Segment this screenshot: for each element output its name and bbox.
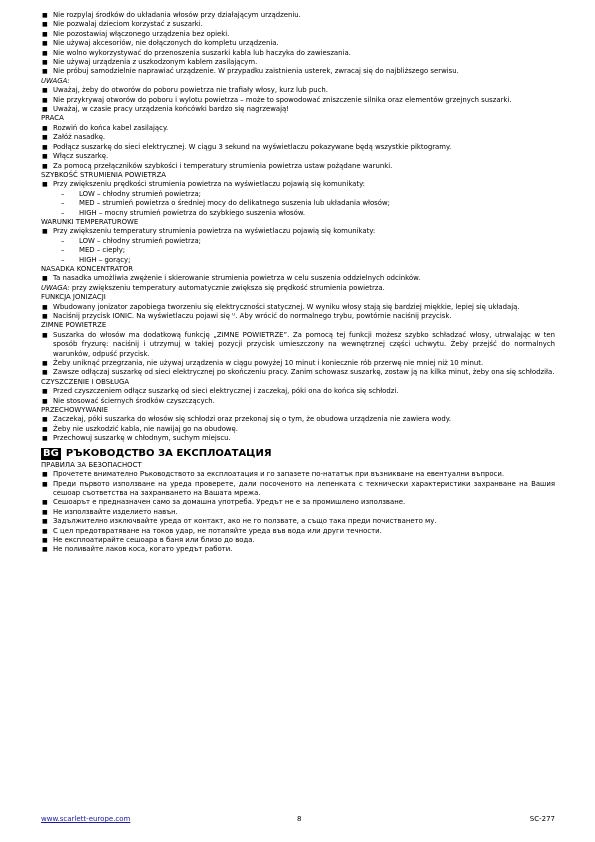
note-line <box>41 284 555 293</box>
bullet-item: ■ Сешоарът е предназначен само за домашна употреба. Уредът не е за промишлено използване. <box>41 498 555 507</box>
bullet-item: ■ Nie używaj urządzenia z uszkodzonym kablem zasilającym. <box>41 58 555 67</box>
bullet-item: ■ Załóż nasadkę. <box>41 133 555 142</box>
note-lead: UWAGA: <box>41 283 70 292</box>
dash-item: – MED – strumień powietrza o średniej mocy do delikatnego suszenia lub układania włosów; <box>41 199 555 208</box>
dash-item: – MED – ciepły; <box>41 246 555 255</box>
bullet-item: ■ Преди първото използване на уреда проверете, дали посоченото на лепенката с технически характеристики захранване на Вашия сешоар съответства на захранването на Вашата мрежа. <box>41 480 555 499</box>
manual-text-column <box>41 11 555 555</box>
bullet-item: ■ Не поливайте лаков коса, когато уредът работи. <box>41 545 555 554</box>
section-heading: PRACA <box>41 114 64 123</box>
bullet-item: ■ Прочетете внимателно Ръководството за експлоатация и го запазете по-нататък при възникване на евентуални въпроси. <box>41 470 555 479</box>
dash-item: – LOW – chłodny strumień powietrza; <box>41 237 555 246</box>
bg-language-header <box>41 448 555 461</box>
bullet-item: ■ Podłącz suszarkę do sieci elektrycznej. W ciągu 3 sekund na wyświetlaczu pokazywane będą wszystkie piktogramy. <box>41 143 555 152</box>
section-heading: ZIMNE POWIETRZE <box>41 321 107 330</box>
section-heading: NASADKA KONCENTRATOR <box>41 264 134 273</box>
bullet-item: ■ Zaczekaj, póki suszarka do włosów się schłodzi oraz przekonaj się o tym, że obudowa urządzenia nie zawiera wody. <box>41 415 555 424</box>
bullet-item: ■ Nie przykrywaj otworów do poboru i wylotu powietrza – może to spowodować zniszczenie silnika oraz elementów grzejnych suszarki. <box>41 96 555 105</box>
bullet-item: ■ Przechowuj suszarkę w chłodnym, suchym miejscu. <box>41 434 555 443</box>
bullet-item: ■ Przy zwiększeniu prędkości strumienia powietrza na wyświetlaczu pojawią się komunikaty: <box>41 180 555 189</box>
bullet-item: ■ Wbudowany jonizator zapobiega tworzeniu się elektryczności statycznej. W wyniku włosy stają się bardziej miękkie, lepiej się układają. <box>41 303 555 312</box>
dash-item: – HIGH – mocny strumień powietrza do szybkiego suszenia włosów. <box>41 209 555 218</box>
model-number: SC-277 <box>529 815 555 823</box>
bullet-item: ■ Nie pozwalaj dzieciom korzystać z suszarki. <box>41 20 555 29</box>
bg-title: РЪКОВОДСТВО ЗА ЕКСПЛОАТАЦИЯ <box>65 448 272 460</box>
bullet-item: ■ Zawsze odłączaj suszarkę od sieci elektrycznej po skończeniu pracy. Zanim schowasz suszarkę, zostaw ją na kilka minut, żeby ona się schłodziła. <box>41 368 555 377</box>
bullet-item: ■ Za pomocą przełączników szybkości i temperatury strumienia powietrza ustaw pożądane warunki. <box>41 162 555 171</box>
bullet-item: ■ Uważaj, żeby do otworów do poboru powietrza nie trafiały włosy, kurz lub puch. <box>41 86 555 95</box>
section-heading: SZYBKOŚĆ STRUMIENIA POWIETRZA <box>41 170 167 179</box>
bullet-item: ■ С цел предотвратяване на токов удар, не потапяйте уреда във вода или други течности. <box>41 527 555 536</box>
bullet-item: ■ Задължително изключвайте уреда от контакт, ако не го ползвате, а също така преди почистването му. <box>41 517 555 526</box>
bullet-item: ■ Żeby uniknąć przegrzania, nie używaj urządzenia w ciągu powyżej 10 minut i koniecznie rób przerwę nie mniej niż 10 minut. <box>41 359 555 368</box>
bullet-item: ■ Suszarka do włosów ma dodatkową funkcję „ZIMNE POWIETRZE”. Za pomocą tej funkcji możesz szybko schładzać włosy, utrwalając w ten sposób fryzurę: naciśnij i utrzymuj w takiej pozycji przycisk umieszczony na wewnętrznej części uchwytu. Żeby przejść do normalnych warunków, odpuść przycisk. <box>41 331 555 359</box>
section-heading: UWAGA: <box>41 76 70 85</box>
bullet-item: ■ Nie próbuj samodzielnie naprawiać urządzenie. W przypadku zaistnienia usterek, zwracaj się do najbliższego serwisu. <box>41 67 555 76</box>
bullet-item: ■ Przy zwiększeniu temperatury strumienia powietrza na wyświetlaczu pojawią się komunikaty: <box>41 227 555 236</box>
page-number: 8 <box>297 815 302 823</box>
bullet-item: ■ Nie wolno wykorzystywać do przenoszenia suszarki kabla lub haczyka do zawieszania. <box>41 49 555 58</box>
bullet-item: ■ Не използвайте изделието навън. <box>41 508 555 517</box>
bullet-item: ■ Przed czyszczeniem odłącz suszarkę od sieci elektrycznej i zaczekaj, póki ona do końca się schłodzi. <box>41 387 555 396</box>
bullet-item: ■ Nie używaj akcesoriów, nie dołączonych do kompletu urządzenia. <box>41 39 555 48</box>
note-text: przy zwiększeniu temperatury automatycznie zwiększa się prędkość strumienia powietrza. <box>69 283 385 292</box>
section-heading: PRZECHOWYWANIE <box>41 406 109 415</box>
bullet-item: ■ Żeby nie uszkodzić kabla, nie nawijaj go na obudowę. <box>41 425 555 434</box>
section-heading: CZYSZCZENIE I OBSŁUGA <box>41 377 130 386</box>
website-link[interactable]: www.scarlett-europe.com <box>41 815 131 823</box>
bullet-item: ■ Не експлоатирайте сешоара в баня или близо до вода. <box>41 536 555 545</box>
bullet-item: ■ Włącz suszarkę. <box>41 152 555 161</box>
bullet-item: ■ Nie rozpylaj środków do układania włosów przy działającym urządzeniu. <box>41 11 555 20</box>
bullet-item: ■ Ta nasadka umożliwia zwężenie i skierowanie strumienia powietrza w celu suszenia oddzielnych odcinków. <box>41 274 555 283</box>
bullet-item: ■ Uważaj, w czasie pracy urządzenia końcówki bardzo się nagrzewają! <box>41 105 555 114</box>
section-heading: FUNKCJA JONIZACJI <box>41 293 106 302</box>
page-footer <box>41 815 555 823</box>
bullet-item: ■ Nie pozostawiaj włączonego urządzenia bez opieki. <box>41 30 555 39</box>
section-heading: WARUNKI TEMPERATUROWE <box>41 217 139 226</box>
bullet-item: ■ Naciśnij przycisk IONIC. Na wyświetlaczu pojawi się ᵁ. Aby wrócić do normalnego trybu, powtórnie naciśnij przycisk. <box>41 312 555 321</box>
bullet-item: ■ Nie stosować ściernych środków czyszczących. <box>41 397 555 406</box>
dash-item: – HIGH – gorący; <box>41 256 555 265</box>
language-badge: BG <box>43 448 59 460</box>
section-heading: ПРАВИЛА ЗА БЕЗОПАСНОСТ <box>41 460 142 469</box>
bullet-item: ■ Rozwiń do końca kabel zasilający. <box>41 124 555 133</box>
dash-item: – LOW – chłodny strumień powietrza; <box>41 190 555 199</box>
